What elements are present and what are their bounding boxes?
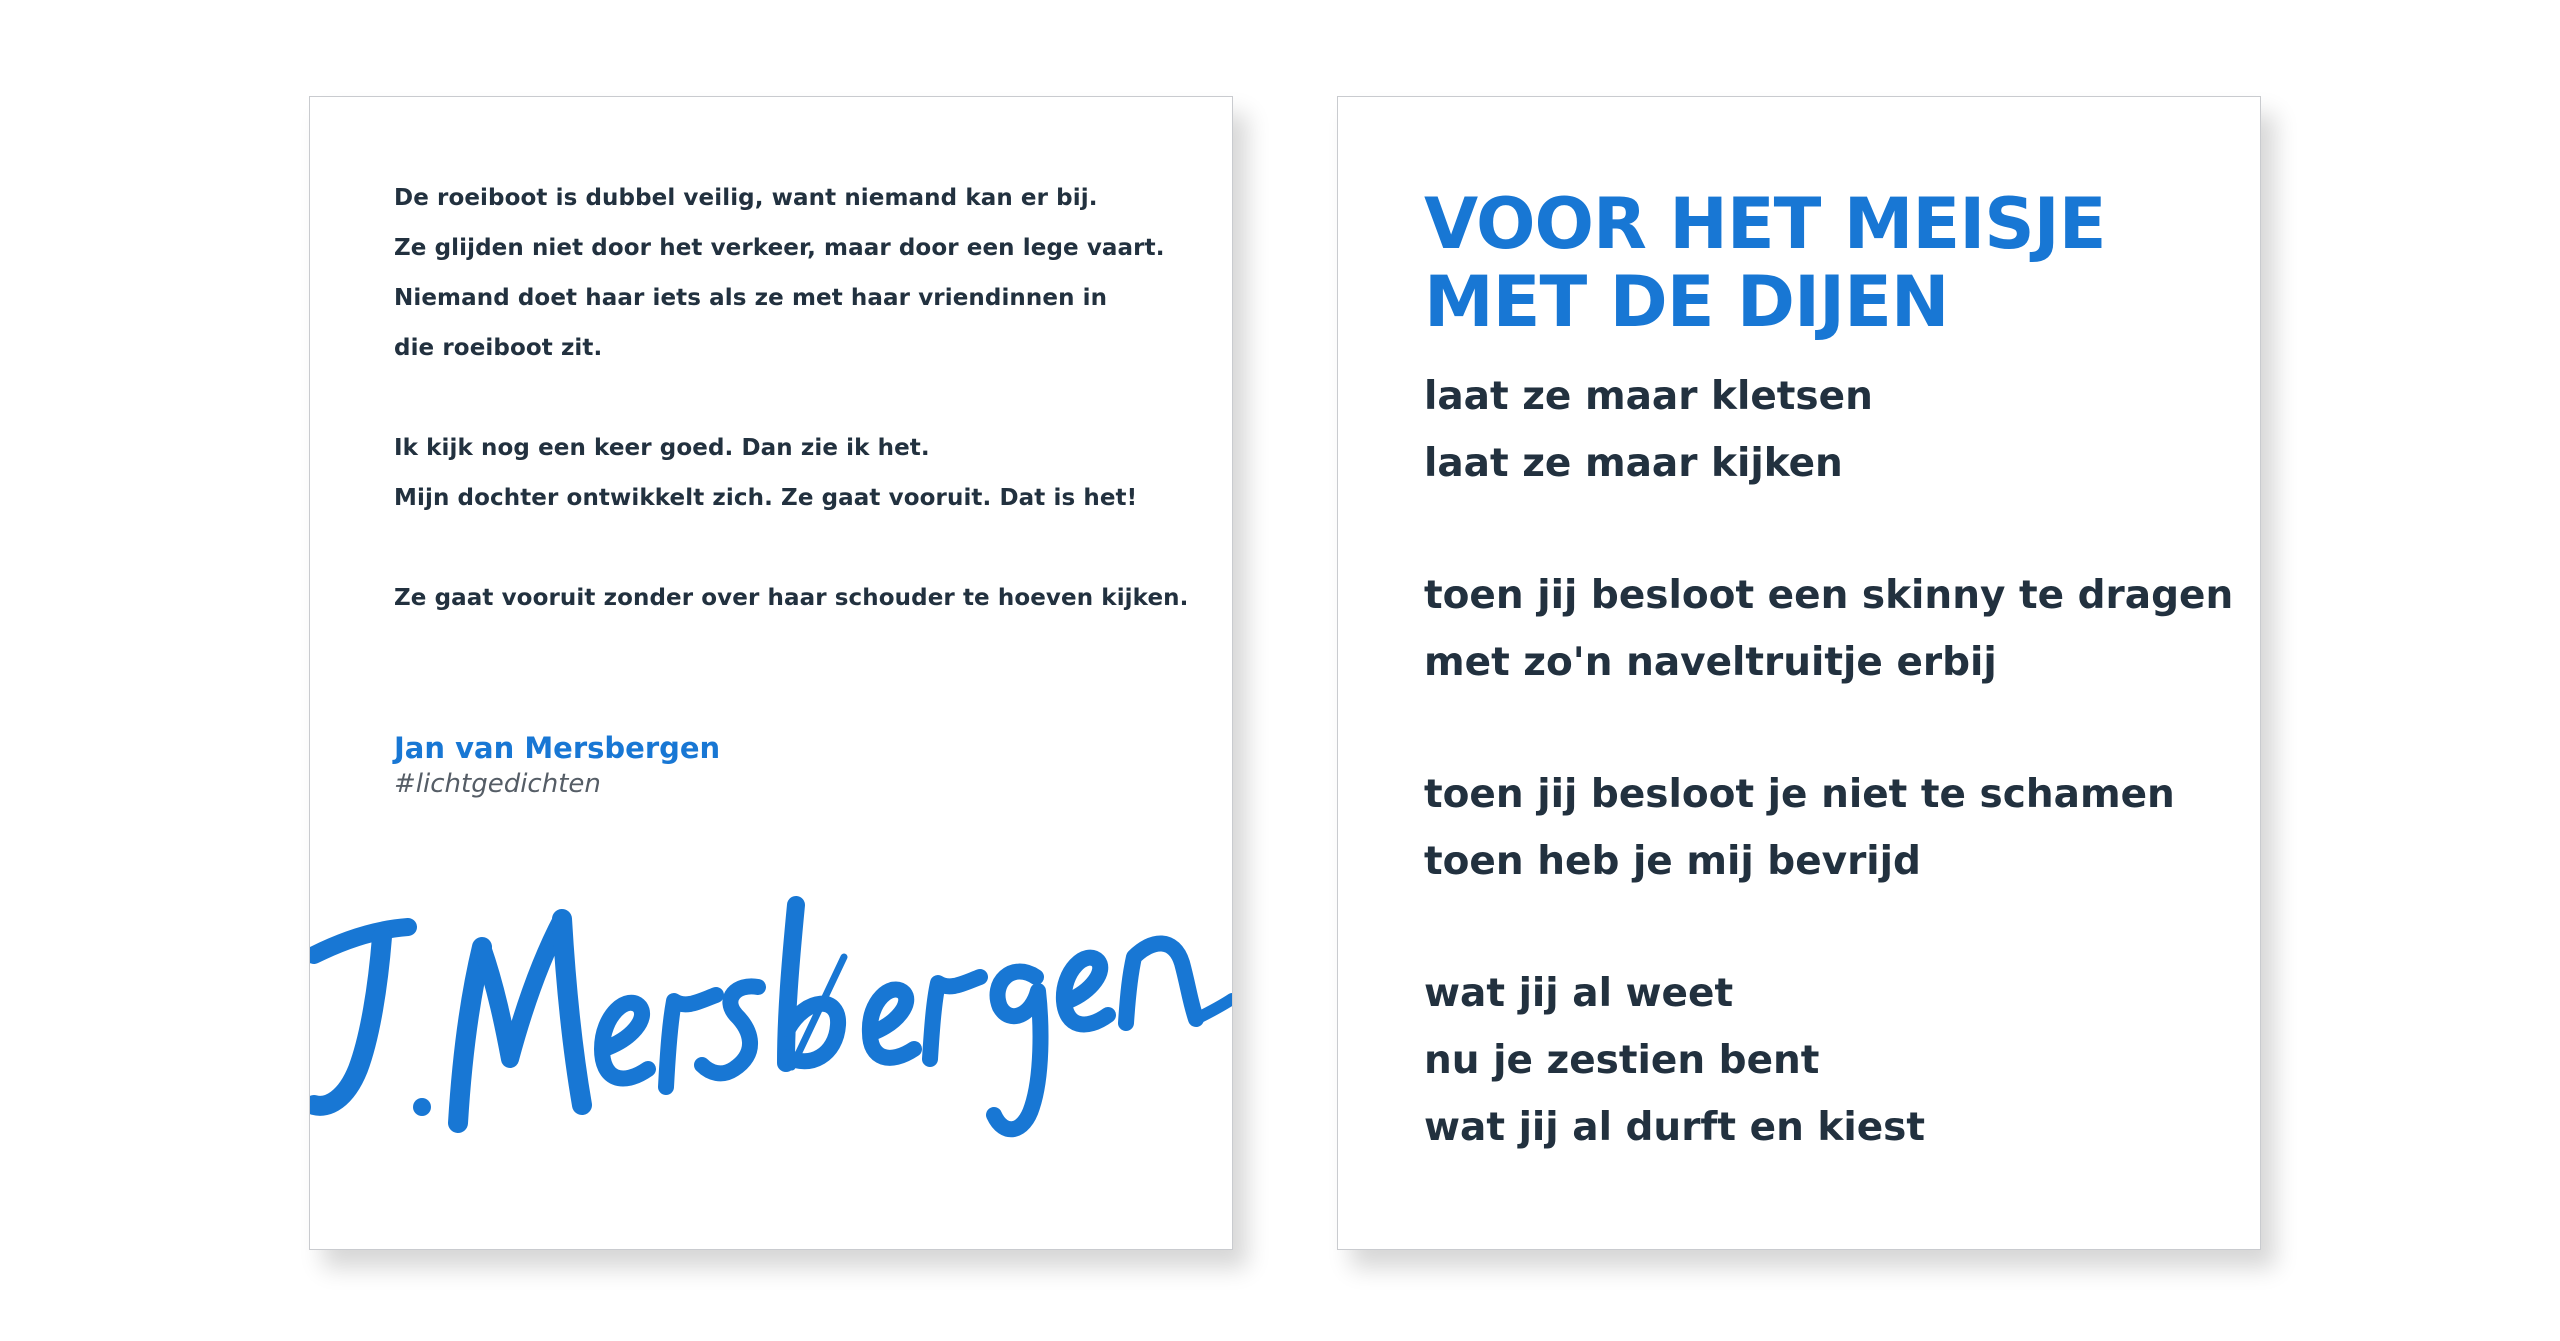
left-page bbox=[309, 96, 1233, 1250]
text-line: De roeiboot is dubbel veilig, want niemand kan er bij. bbox=[394, 185, 1098, 211]
poem-line: laat ze maar kletsen bbox=[1424, 374, 1873, 419]
poem-stanza-3 bbox=[1424, 761, 2233, 895]
poem-body bbox=[1424, 363, 2233, 1161]
title-line: MET DE DIJEN bbox=[1424, 261, 1949, 343]
left-body-text bbox=[394, 173, 1194, 623]
poem-title bbox=[1424, 185, 2106, 341]
text-line: die roeiboot zit. bbox=[394, 335, 603, 361]
right-page bbox=[1337, 96, 2261, 1250]
author-hashtag: #lichtgedichten bbox=[394, 769, 601, 799]
poem-line: nu je zestien bent bbox=[1424, 1038, 1820, 1083]
poem-stanza-1 bbox=[1424, 363, 2233, 497]
author-name: Jan van Mersbergen bbox=[394, 731, 721, 765]
poem-line: toen jij besloot een skinny te dragen bbox=[1424, 573, 2234, 618]
left-stanza-2 bbox=[394, 423, 1194, 523]
title-line: VOOR HET MEISJE bbox=[1424, 183, 2106, 265]
poem-stanza-2 bbox=[1424, 562, 2233, 696]
poem-line: met zo'n naveltruitje erbij bbox=[1424, 640, 1997, 685]
text-line: Mijn dochter ontwikkelt zich. Ze gaat vooruit. Dat is het! bbox=[394, 485, 1138, 511]
text-line: Ik kijk nog een keer goed. Dan zie ik het. bbox=[394, 435, 930, 461]
poem-line: wat jij al weet bbox=[1424, 971, 1734, 1016]
left-stanza-1 bbox=[394, 173, 1194, 373]
text-line: Niemand doet haar iets als ze met haar vriendinnen in bbox=[394, 285, 1108, 311]
text-line: Ze gaat vooruit zonder over haar schouder te hoeven kijken. bbox=[394, 585, 1189, 611]
signature-logo bbox=[310, 787, 1233, 1187]
poem-stanza-4 bbox=[1424, 960, 2233, 1161]
poem-line: laat ze maar kijken bbox=[1424, 441, 1843, 486]
poem-line: toen heb je mij bevrijd bbox=[1424, 839, 1921, 884]
left-stanza-3 bbox=[394, 573, 1194, 623]
text-line: Ze glijden niet door het verkeer, maar door een lege vaart. bbox=[394, 235, 1165, 261]
poem-line: wat jij al durft en kiest bbox=[1424, 1105, 1926, 1150]
poem-line: toen jij besloot je niet te schamen bbox=[1424, 772, 2175, 817]
